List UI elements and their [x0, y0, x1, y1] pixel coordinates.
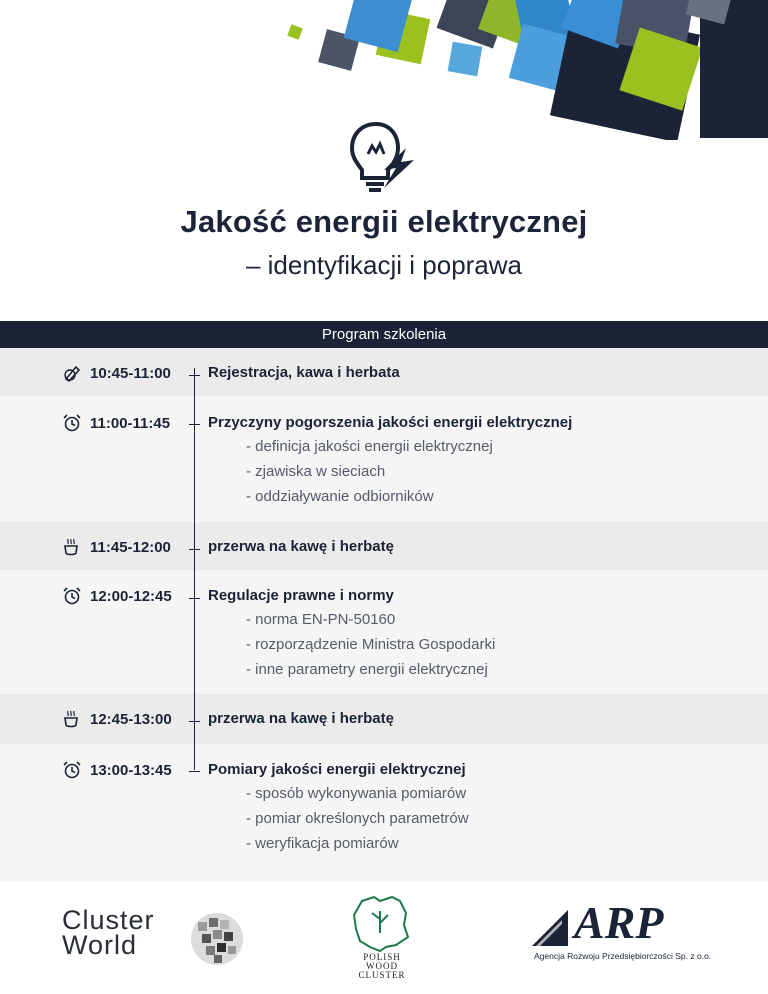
schedule-item: - rozporządzenie Ministra Gospodarki	[246, 636, 496, 653]
schedule-title: przerwa na kawę i herbatę	[208, 538, 394, 555]
arp-logo-text: ARP	[574, 897, 664, 948]
schedule-item: - zjawiska w sieciach	[246, 463, 386, 480]
schedule-title: przerwa na kawę i herbatę	[208, 710, 394, 727]
schedule-time: 12:45-13:00	[62, 709, 172, 729]
alarm-clock-icon	[62, 760, 82, 780]
cluster-world-logo-text: Cluster World	[62, 905, 155, 960]
alarm-clock-icon	[62, 413, 82, 433]
arp-logo-mark-icon	[532, 910, 576, 946]
schedule-time: 11:00-11:45	[62, 413, 170, 433]
program-heading: Program szkolenia	[321, 326, 447, 343]
schedule-title: Przyczyny pogorszenia jakości energii elektrycznej	[208, 414, 573, 431]
schedule-item: - weryfikacja pomiarów	[246, 835, 399, 852]
schedule-item: - sposób wykonywania pomiarów	[246, 785, 467, 802]
globe-icon	[188, 910, 246, 968]
program-heading-bar	[0, 321, 768, 348]
timeline-tick	[189, 771, 200, 772]
schedule-item: - definicja jakości energii elektrycznej	[246, 438, 493, 455]
timeline-tick	[189, 721, 200, 722]
polish-wood-cluster-logo-text: POLISH WOOD CLUSTER	[358, 952, 406, 980]
schedule-title: Rejestracja, kawa i herbata	[208, 364, 400, 381]
schedule-title: Regulacje prawne i normy	[208, 587, 394, 604]
timeline-tick	[189, 424, 200, 425]
coffee-cup-icon	[62, 537, 82, 557]
schedule-time: 10:45-11:00	[62, 363, 171, 383]
schedule-item: - norma EN-PN-50160	[246, 611, 396, 628]
timeline-tick	[189, 598, 200, 599]
schedule-time: 12:00-12:45	[62, 586, 172, 606]
coffee-cup-icon	[62, 709, 82, 729]
timeline-line	[194, 368, 195, 770]
timeline-tick	[189, 375, 200, 376]
schedule-time: 13:00-13:45	[62, 760, 172, 780]
page-subtitle: – identyfikacji i poprawa	[245, 250, 523, 280]
schedule-item: - oddziaływanie odbiorników	[246, 488, 434, 505]
hand-writing-icon	[62, 363, 82, 383]
schedule-item: - inne parametry energii elektrycznej	[246, 661, 488, 678]
timeline-tick	[189, 549, 200, 550]
page-title: Jakość energii elektrycznej	[180, 204, 588, 239]
lightbulb-lightning-icon	[346, 118, 418, 194]
schedule-time: 11:45-12:00	[62, 537, 171, 557]
schedule-item: - pomiar określonych parametrów	[246, 810, 469, 827]
alarm-clock-icon	[62, 586, 82, 606]
schedule-title: Pomiary jakości energii elektrycznej	[208, 761, 466, 778]
poland-map-logo-icon	[350, 893, 412, 953]
arp-full-name: Agencja Rozwoju Przedsiębiorczości Sp. z o.o.	[534, 951, 712, 961]
